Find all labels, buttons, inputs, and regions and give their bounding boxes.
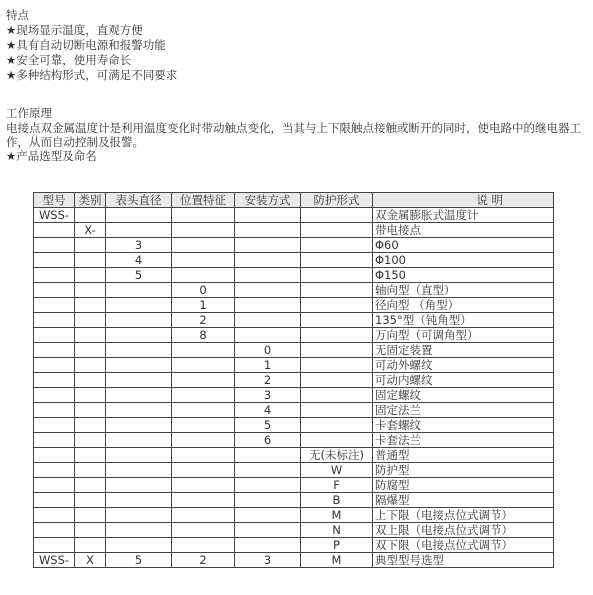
feature-item: ★现场显示温度，直观方便 [6,23,143,37]
header-mounting: 安装方式 [235,193,301,208]
cell-protection [301,313,373,328]
cell-mounting [235,283,301,298]
cell-protection [301,283,373,298]
cell-description: 双上限（电接点位式调节） [373,523,554,538]
cell-description: 双金属膨胀式温度计 [373,208,554,223]
table-body [34,208,554,568]
cell-model: WSS- [34,553,75,568]
cell-position [172,238,235,253]
cell-description: 径向型 （角型） [373,298,554,313]
cell-description: 固定螺纹 [373,388,554,403]
cell-description: 固定法兰 [373,403,554,418]
table-row [34,403,554,418]
cell-category: X [75,553,106,568]
cell-protection: W [301,463,373,478]
cell-mounting [235,328,301,343]
cell-description: 上下限（电接点位式调节） [373,508,554,523]
cell-position [172,388,235,403]
table-header-row [34,193,554,208]
cell-dial-diameter [106,493,172,508]
cell-dial-diameter: 5 [106,268,172,283]
cell-model [34,403,75,418]
cell-dial-diameter [106,418,172,433]
cell-protection: F [301,478,373,493]
cell-dial-diameter [106,523,172,538]
cell-category [75,298,106,313]
cell-description: 可动外螺纹 [373,358,554,373]
cell-description: Φ100 [373,253,554,268]
cell-category [75,373,106,388]
table-row [34,283,554,298]
cell-position [172,358,235,373]
cell-position [172,433,235,448]
table-row [34,433,554,448]
cell-dial-diameter [106,358,172,373]
cell-model [34,478,75,493]
cell-model: WSS- [34,208,75,223]
model-selection-table [33,192,554,568]
cell-protection: M [301,553,373,568]
cell-dial-diameter [106,388,172,403]
cell-protection [301,253,373,268]
cell-model [34,523,75,538]
cell-protection [301,388,373,403]
cell-dial-diameter [106,283,172,298]
cell-category [75,403,106,418]
cell-model [34,448,75,463]
table-row [34,553,554,568]
cell-mounting [235,298,301,313]
cell-category [75,523,106,538]
cell-position [172,493,235,508]
cell-model [34,358,75,373]
cell-model [34,418,75,433]
cell-model [34,283,75,298]
cell-description: Φ60 [373,238,554,253]
cell-category [75,238,106,253]
cell-mounting: 6 [235,433,301,448]
table-row [34,313,554,328]
cell-category [75,538,106,553]
cell-category [75,343,106,358]
cell-dial-diameter [106,328,172,343]
cell-protection [301,358,373,373]
cell-protection [301,328,373,343]
cell-dial-diameter [106,463,172,478]
cell-mounting: 5 [235,418,301,433]
cell-protection [301,223,373,238]
cell-description: Φ150 [373,268,554,283]
cell-mounting: 3 [235,553,301,568]
cell-category [75,478,106,493]
cell-dial-diameter [106,403,172,418]
table-row [34,508,554,523]
cell-dial-diameter [106,223,172,238]
feature-item: ★多种结构形式，可满足不同要求 [6,68,178,82]
cell-position [172,253,235,268]
selection-title: ★产品选型及命名 [6,149,97,163]
table-row [34,253,554,268]
cell-position: 1 [172,298,235,313]
cell-protection [301,343,373,358]
cell-dial-diameter [106,373,172,388]
cell-mounting: 2 [235,373,301,388]
cell-protection [301,268,373,283]
cell-model [34,463,75,478]
cell-mounting [235,508,301,523]
cell-position [172,523,235,538]
cell-position [172,403,235,418]
principle-title: 工作原理 [6,106,52,120]
cell-dial-diameter [106,343,172,358]
cell-dial-diameter [106,448,172,463]
header-model: 型号 [34,193,75,208]
cell-category [75,283,106,298]
cell-model [34,493,75,508]
cell-position [172,343,235,358]
cell-dial-diameter [106,538,172,553]
feature-item: ★安全可靠，使用寿命长 [6,53,132,67]
table-row [34,268,554,283]
cell-mounting [235,268,301,283]
table-row [34,298,554,313]
cell-protection: B [301,493,373,508]
table-row [34,238,554,253]
cell-model [34,313,75,328]
cell-position: 2 [172,553,235,568]
cell-protection: P [301,538,373,553]
cell-category [75,388,106,403]
cell-dial-diameter: 4 [106,253,172,268]
cell-protection: 无(未标注) [301,448,373,463]
cell-dial-diameter [106,313,172,328]
cell-mounting: 4 [235,403,301,418]
cell-model [34,328,75,343]
cell-category [75,433,106,448]
cell-model [34,268,75,283]
cell-dial-diameter [106,298,172,313]
cell-description: 卡套法兰 [373,433,554,448]
header-description: 说 明 [373,193,554,208]
cell-position [172,508,235,523]
cell-category [75,208,106,223]
cell-mounting [235,208,301,223]
header-protection: 防护形式 [301,193,373,208]
table-row [34,358,554,373]
cell-protection [301,433,373,448]
cell-position [172,448,235,463]
cell-protection [301,373,373,388]
cell-model [34,223,75,238]
cell-category [75,448,106,463]
cell-mounting: 1 [235,358,301,373]
cell-protection [301,418,373,433]
cell-model [34,538,75,553]
cell-protection [301,238,373,253]
cell-category [75,463,106,478]
cell-description: 万向型（可调角型） [373,328,554,343]
cell-description: 带电接点 [373,223,554,238]
cell-mounting [235,463,301,478]
cell-position: 2 [172,313,235,328]
cell-description: 轴向型（直型） [373,283,554,298]
cell-mounting [235,448,301,463]
header-category: 类别 [75,193,106,208]
header-position: 位置特征 [172,193,235,208]
table-row [34,208,554,223]
cell-category [75,508,106,523]
cell-mounting [235,538,301,553]
cell-description: 典型型号选型 [373,553,554,568]
table-row [34,523,554,538]
cell-mounting [235,223,301,238]
cell-mounting [235,478,301,493]
cell-position [172,538,235,553]
cell-model [34,373,75,388]
cell-protection [301,208,373,223]
cell-dial-diameter: 5 [106,553,172,568]
cell-dial-diameter: 3 [106,238,172,253]
cell-description: 卡套螺纹 [373,418,554,433]
cell-model [34,253,75,268]
cell-description: 无固定装置 [373,343,554,358]
cell-model [34,238,75,253]
cell-category [75,418,106,433]
cell-model [34,388,75,403]
cell-mounting [235,238,301,253]
cell-protection: M [301,508,373,523]
cell-position [172,463,235,478]
table-row [34,373,554,388]
cell-dial-diameter [106,433,172,448]
cell-model [34,343,75,358]
cell-description: 可动内螺纹 [373,373,554,388]
cell-mounting [235,493,301,508]
cell-dial-diameter [106,508,172,523]
cell-position [172,223,235,238]
table-row [34,448,554,463]
features-title: 特点 [6,8,29,22]
table-row [34,538,554,553]
table-row [34,328,554,343]
cell-mounting: 0 [235,343,301,358]
intro-section [6,8,586,164]
cell-category [75,268,106,283]
cell-dial-diameter [106,478,172,493]
table-row [34,388,554,403]
cell-description: 防护型 [373,463,554,478]
header-dial-diameter: 表头直径 [106,193,172,208]
cell-protection: N [301,523,373,538]
cell-category [75,328,106,343]
cell-mounting [235,253,301,268]
table-row [34,463,554,478]
cell-model [34,433,75,448]
cell-protection [301,403,373,418]
cell-category [75,313,106,328]
cell-mounting [235,523,301,538]
cell-description: 普通型 [373,448,554,463]
table-row [34,223,554,238]
cell-model [34,508,75,523]
cell-description: 135°型（钝角型） [373,313,554,328]
cell-position: 0 [172,283,235,298]
feature-item: ★具有自动切断电源和报警功能 [6,38,166,52]
table-row [34,493,554,508]
cell-mounting: 3 [235,388,301,403]
cell-protection [301,298,373,313]
cell-category: X- [75,223,106,238]
cell-mounting [235,313,301,328]
table-row [34,343,554,358]
table-row [34,478,554,493]
cell-description: 双下限（电接点位式调节） [373,538,554,553]
cell-category [75,253,106,268]
cell-position [172,418,235,433]
cell-position [172,268,235,283]
table-row [34,418,554,433]
principle-body: 电接点双金属温度计是利用温度变化时带动触点变化，当其与上下限触点接触或断开的同时，使电路中的继电器工作，从而自动控制及报警。 [6,121,581,149]
cell-model [34,298,75,313]
cell-position: 8 [172,328,235,343]
cell-description: 隔爆型 [373,493,554,508]
cell-category [75,358,106,373]
cell-category [75,493,106,508]
cell-position [172,373,235,388]
cell-description: 防腐型 [373,478,554,493]
cell-dial-diameter [106,208,172,223]
cell-position [172,478,235,493]
cell-position [172,208,235,223]
